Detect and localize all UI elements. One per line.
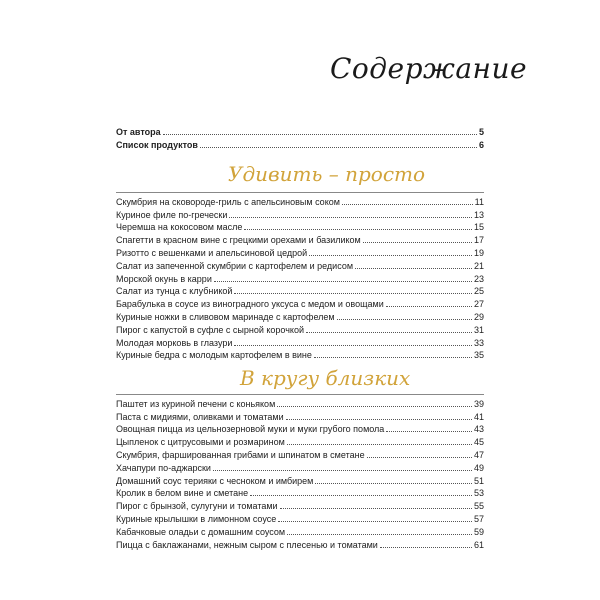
toc-entry[interactable] <box>116 422 484 435</box>
dot-leader <box>337 319 472 320</box>
entry-title: Овощная пицца из цельнозерновой муки и муки грубого помола <box>116 424 385 435</box>
entry-title: Куриные бедра с молодым картофелем в вине <box>116 350 312 361</box>
dot-leader <box>234 293 472 294</box>
toc-entry[interactable] <box>116 486 484 499</box>
toc-entry[interactable] <box>116 232 484 245</box>
dot-leader <box>386 306 472 307</box>
entry-title: Салат из тунца с клубникой <box>116 286 233 297</box>
entry-page: 49 <box>473 462 484 473</box>
entry-page: 53 <box>473 488 484 499</box>
entry-page: 47 <box>473 449 484 460</box>
dot-leader <box>314 357 472 358</box>
dot-leader <box>234 345 472 346</box>
entry-title: Барабулька в соусе из виноградного уксуса с медом и овощами <box>116 299 384 310</box>
entry-page: 29 <box>473 311 484 322</box>
toc-entry[interactable] <box>116 194 484 207</box>
dot-leader <box>367 457 472 458</box>
toc-entry[interactable] <box>116 207 484 220</box>
dot-leader <box>287 534 472 535</box>
dot-leader <box>309 255 472 256</box>
section-divider <box>116 394 484 395</box>
toc-entry[interactable] <box>116 447 484 460</box>
toc-entry[interactable] <box>116 296 484 309</box>
toc-entry[interactable] <box>116 322 484 335</box>
dot-leader <box>244 229 472 230</box>
toc-entry[interactable] <box>116 348 484 361</box>
dot-leader <box>280 508 472 509</box>
dot-leader <box>380 547 472 548</box>
entry-page: 45 <box>473 437 484 448</box>
section-2-list <box>116 396 484 550</box>
toc-entry[interactable] <box>116 524 484 537</box>
dot-leader <box>277 406 472 407</box>
section-1-list <box>116 194 484 360</box>
entry-title: Скумбрия, фаршированная грибами и шпинатом в сметане <box>116 449 365 460</box>
dot-leader <box>315 483 472 484</box>
entry-title: Салат из запеченной скумбрии с картофелем и редисом <box>116 260 354 271</box>
toc-entry[interactable] <box>116 498 484 511</box>
entry-title: Молодая морковь в глазури <box>116 337 233 348</box>
toc-entry[interactable] <box>116 124 484 137</box>
entry-title: Паштет из куриной печени с коньяком <box>116 398 276 409</box>
entry-page: 23 <box>473 273 484 284</box>
entry-title: От автора <box>116 127 161 137</box>
entry-page: 59 <box>473 526 484 537</box>
section-heading: Удивить – просто <box>228 162 426 186</box>
entry-title: Черемша на кокосовом масле <box>116 222 243 233</box>
entry-page: 35 <box>473 350 484 361</box>
dot-leader <box>342 204 473 205</box>
entry-title: Кролик в белом вине и сметане <box>116 488 249 499</box>
dot-leader <box>287 444 472 445</box>
toc-entry[interactable] <box>116 220 484 233</box>
entry-title: Список продуктов <box>116 140 198 150</box>
dot-leader <box>355 268 472 269</box>
toc-entry[interactable] <box>116 434 484 447</box>
toc-entry[interactable] <box>116 511 484 524</box>
entry-page: 27 <box>473 299 484 310</box>
entry-title: Спагетти в красном вине с грецкими орехами и базиликом <box>116 235 361 246</box>
toc-entry[interactable] <box>116 137 484 150</box>
dot-leader <box>278 521 472 522</box>
dot-leader <box>200 147 477 148</box>
entry-title: Хачапури по-аджарски <box>116 462 211 473</box>
toc-entry[interactable] <box>116 473 484 486</box>
entry-title: Пицца с баклажанами, нежным сыром с плесенью и томатами <box>116 539 378 550</box>
entry-page: 17 <box>473 235 484 246</box>
entry-page: 21 <box>473 260 484 271</box>
entry-title: Скумбрия на сковороде-гриль с апельсиновым соком <box>116 196 340 207</box>
toc-entry[interactable] <box>116 284 484 297</box>
toc-entry[interactable] <box>116 258 484 271</box>
dot-leader <box>163 134 477 135</box>
dot-leader <box>229 217 472 218</box>
entry-page: 19 <box>473 247 484 258</box>
toc-entry[interactable] <box>116 396 484 409</box>
entry-page: 31 <box>473 324 484 335</box>
entry-page: 41 <box>473 411 484 422</box>
toc-entry[interactable] <box>116 460 484 473</box>
entry-page: 6 <box>478 140 484 150</box>
dot-leader <box>250 495 472 496</box>
entry-page: 13 <box>473 209 484 220</box>
entry-title: Цыпленок с цитрусовыми и розмарином <box>116 437 285 448</box>
entry-page: 5 <box>478 127 484 137</box>
entry-page: 51 <box>473 475 484 486</box>
section-heading: В кругу близких <box>240 366 411 390</box>
toc-entry[interactable] <box>116 537 484 550</box>
entry-page: 43 <box>473 424 484 435</box>
front-matter-list <box>116 124 484 150</box>
page-title: Содержание <box>330 52 528 85</box>
entry-title: Паста с мидиями, оливками и томатами <box>116 411 284 422</box>
toc-entry[interactable] <box>116 309 484 322</box>
toc-entry[interactable] <box>116 245 484 258</box>
entry-title: Куриные крылышки в лимонном соусе <box>116 513 277 524</box>
entry-page: 61 <box>473 539 484 550</box>
entry-title: Домашний соус терияки с чесноком и имбирем <box>116 475 314 486</box>
entry-title: Пирог с брынзой, сулугуни и томатами <box>116 501 278 512</box>
entry-title: Куриные ножки в сливовом маринаде с картофелем <box>116 311 335 322</box>
entry-title: Морской окунь в карри <box>116 273 212 284</box>
entry-title: Пирог с капустой в суфле с сырной корочкой <box>116 324 304 335</box>
toc-entry[interactable] <box>116 271 484 284</box>
toc-entry[interactable] <box>116 409 484 422</box>
entry-title: Куриное филе по-гречески <box>116 209 228 220</box>
dot-leader <box>363 242 472 243</box>
toc-entry[interactable] <box>116 335 484 348</box>
entry-title: Ризотто с вешенками и апельсиновой цедрой <box>116 247 308 258</box>
entry-page: 11 <box>474 196 484 207</box>
section-divider <box>116 192 484 193</box>
entry-page: 57 <box>473 513 484 524</box>
entry-page: 25 <box>473 286 484 297</box>
entry-title: Кабачковые оладьи с домашним соусом <box>116 526 286 537</box>
entry-page: 55 <box>473 501 484 512</box>
dot-leader <box>213 470 472 471</box>
dot-leader <box>214 281 472 282</box>
dot-leader <box>386 431 472 432</box>
dot-leader <box>306 332 472 333</box>
entry-page: 39 <box>473 398 484 409</box>
dot-leader <box>286 419 472 420</box>
entry-page: 15 <box>473 222 484 233</box>
entry-page: 33 <box>473 337 484 348</box>
